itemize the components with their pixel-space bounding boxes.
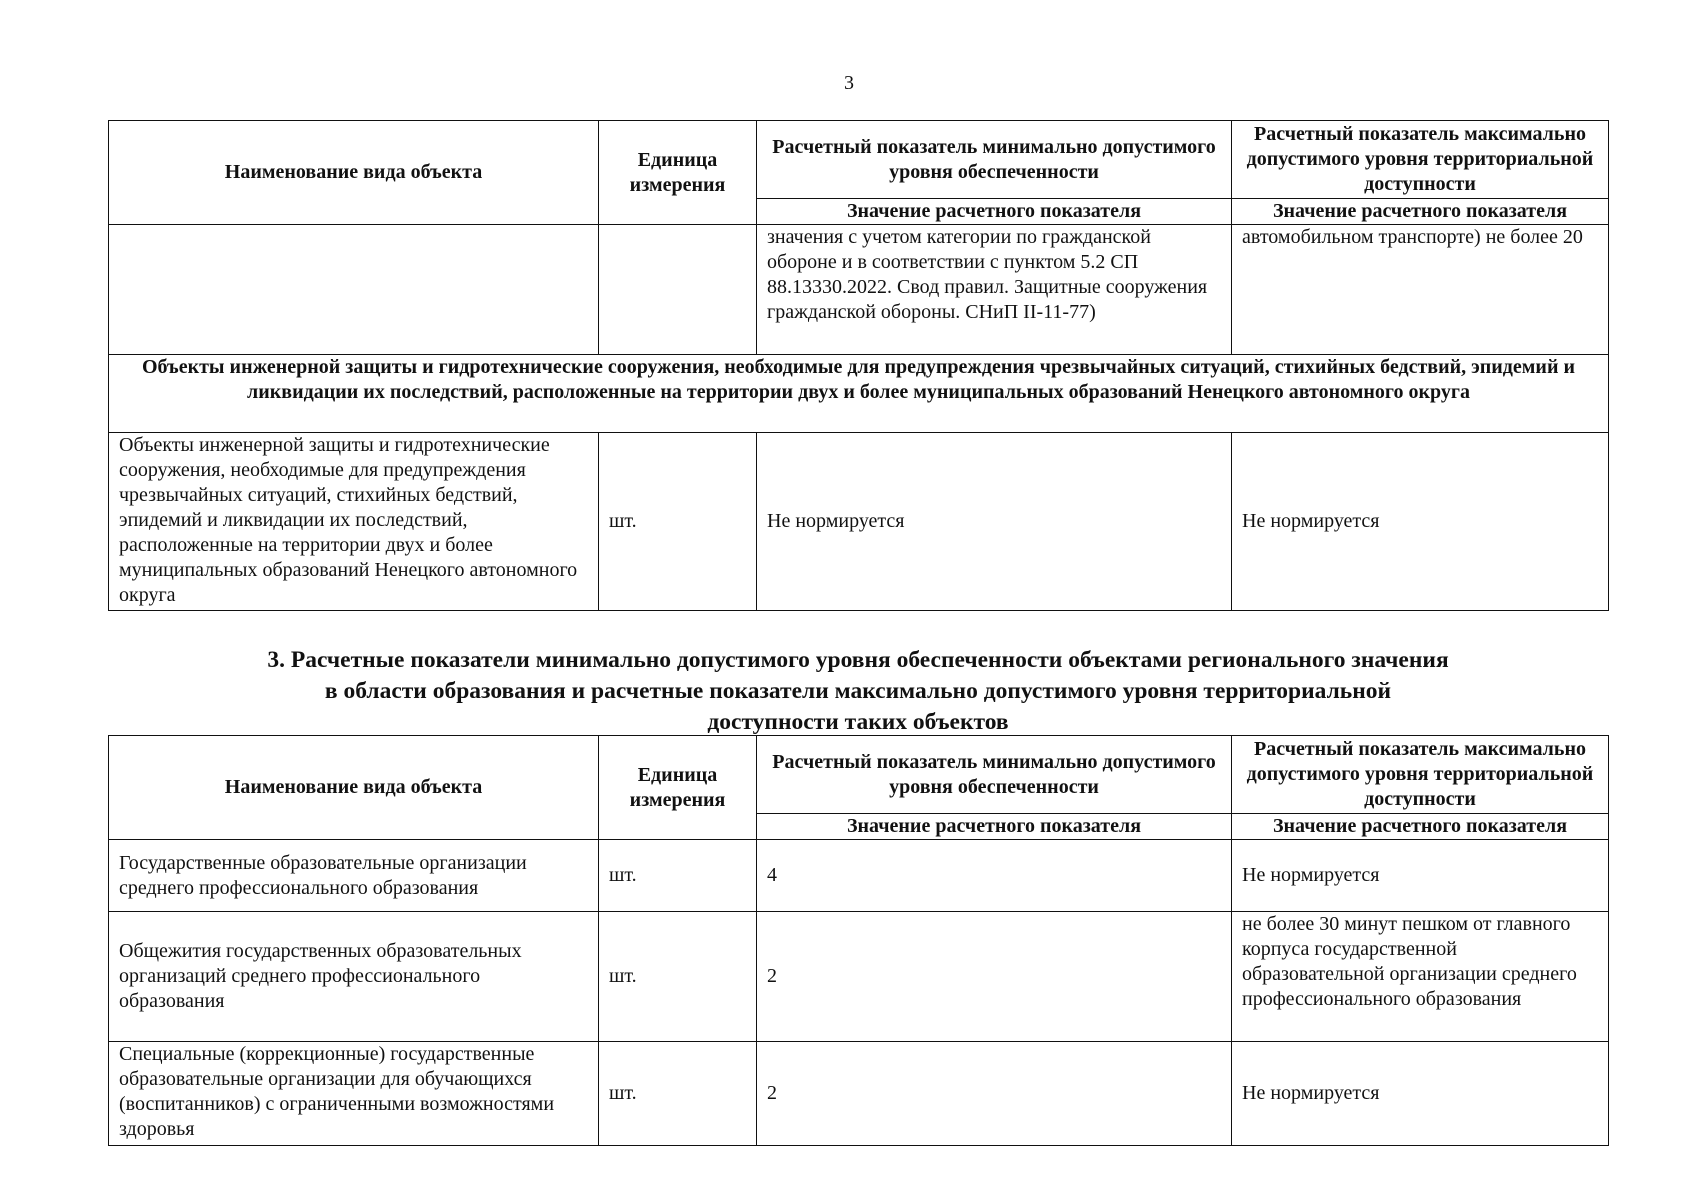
cell-max: Не нормируется: [1232, 1042, 1609, 1146]
header-min: Расчетный показатель минимально допустимого уровня обеспеченности: [757, 121, 1232, 199]
cell-unit: [599, 225, 757, 355]
table-row: [109, 840, 1609, 912]
cell-name: Общежития государственных образовательных организаций среднего профессионального образования: [109, 912, 599, 1042]
cell-min: 2: [757, 912, 1232, 1042]
section-title-line: в области образования и расчетные показатели максимально допустимого уровня территориальной: [324, 678, 1392, 704]
cell-min: Не нормируется: [757, 433, 1232, 611]
cell-max: не более 30 минут пешком от главного корпуса государственной образовательной организации среднего профессионального образования: [1232, 912, 1609, 1042]
table-row: [109, 433, 1609, 611]
cell-unit: шт.: [599, 840, 757, 912]
cell-min: 4: [757, 840, 1232, 912]
header-name: Наименование вида объекта: [109, 121, 599, 225]
table-row: [109, 1042, 1609, 1146]
section-title-line: 3. Расчетные показатели минимально допустимого уровня обеспеченности объектами регионального значения: [267, 647, 1449, 673]
header-unit: Единица измерения: [599, 121, 757, 225]
cell-name: Объекты инженерной защиты и гидротехнические сооружения, необходимые для предупреждения чрезвычайных ситуаций, стихийных бедствий, эпидемий и ликвидации их последствий, расположенные на территории двух и более муниципальных образований Ненецкого автономного округа: [109, 433, 599, 611]
header-unit: Единица измерения: [599, 736, 757, 840]
cell-max: автомобильном транспорте) не более 20: [1232, 225, 1609, 355]
subheader-max: Значение расчетного показателя: [1232, 814, 1609, 840]
header-max: Расчетный показатель максимально допустимого уровня территориальной доступности: [1232, 736, 1609, 814]
cell-unit: шт.: [599, 1042, 757, 1146]
cell-unit: шт.: [599, 433, 757, 611]
cell-max: Не нормируется: [1232, 433, 1609, 611]
cell-name: Специальные (коррекционные) государственные образовательные организации для обучающихся (воспитанников) с ограниченными возможностями здоровья: [109, 1042, 599, 1146]
cell-name: [109, 225, 599, 355]
header-name: Наименование вида объекта: [109, 736, 599, 840]
section-title: [108, 645, 1608, 738]
table-1: [108, 120, 1609, 611]
cell-max: Не нормируется: [1232, 840, 1609, 912]
group-heading: Объекты инженерной защиты и гидротехнические сооружения, необходимые для предупреждения чрезвычайных ситуаций, стихийных бедствий, эпидемий и ликвидации их последствий, расположенные на территории двух и более муниципальных образований Ненецкого автономного округа: [109, 355, 1609, 433]
subheader-min: Значение расчетного показателя: [757, 199, 1232, 225]
table-row: [109, 225, 1609, 355]
page-number: 3: [844, 72, 854, 94]
cell-name: Государственные образовательные организации среднего профессионального образования: [109, 840, 599, 912]
section-title-line: доступности таких объектов: [707, 709, 1009, 735]
subheader-max: Значение расчетного показателя: [1232, 199, 1609, 225]
table-2: [108, 735, 1609, 1146]
cell-min: 2: [757, 1042, 1232, 1146]
cell-unit: шт.: [599, 912, 757, 1042]
header-max: Расчетный показатель максимально допустимого уровня территориальной доступности: [1232, 121, 1609, 199]
cell-min: значения с учетом категории по гражданской обороне и в соответствии с пунктом 5.2 СП 88.13330.2022. Свод правил. Защитные сооружения гражданской обороны. СНиП II-11-77): [757, 225, 1232, 355]
table-row: [109, 912, 1609, 1042]
subheader-min: Значение расчетного показателя: [757, 814, 1232, 840]
header-min: Расчетный показатель минимально допустимого уровня обеспеченности: [757, 736, 1232, 814]
